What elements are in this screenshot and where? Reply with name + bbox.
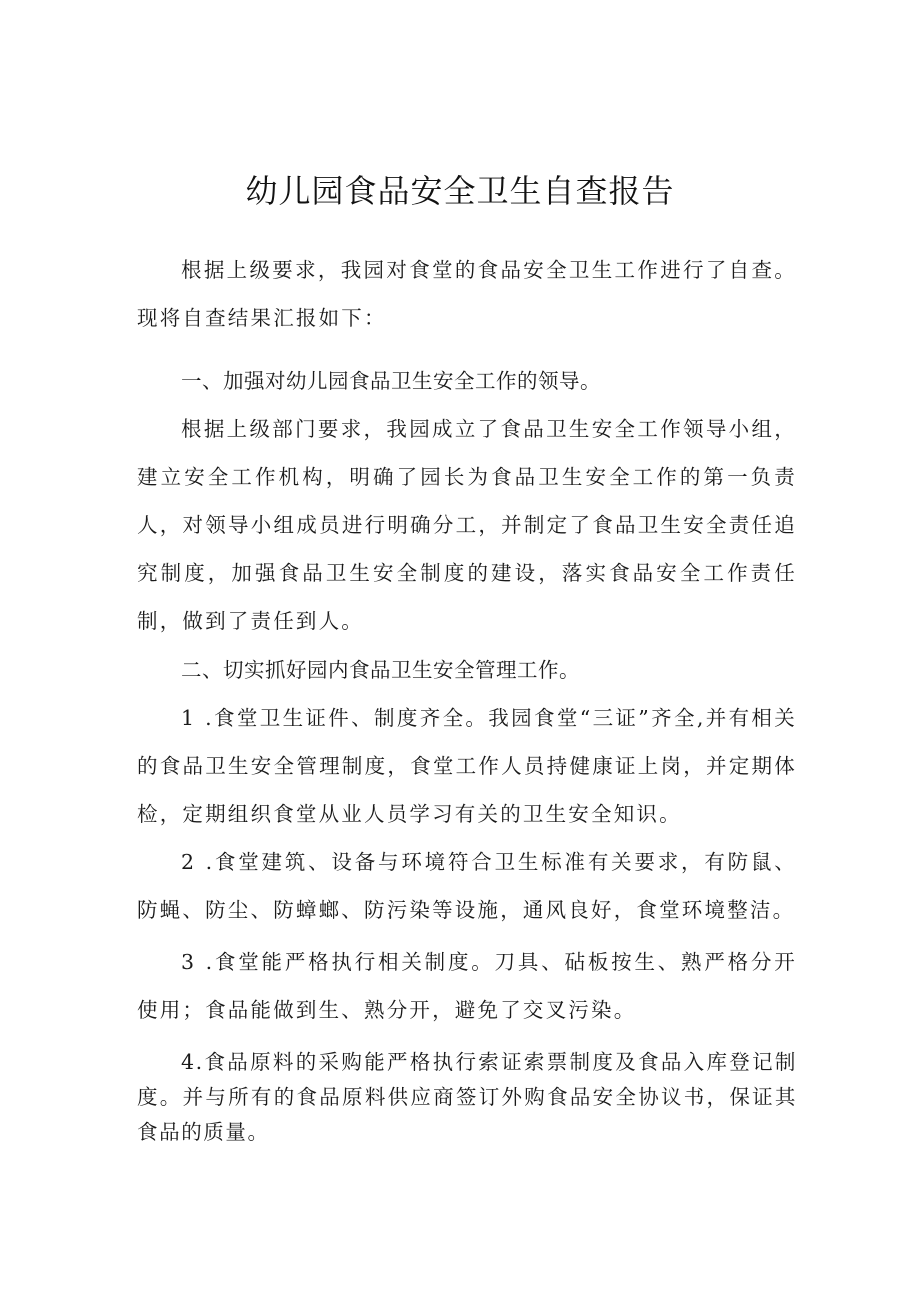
item-2-paragraph: 2 .食堂建筑、设备与环境符合卫生标准有关要求，有防鼠、防蝇、防尘、防蟑螂、防污染等设施，通风良好，食堂环境整洁。 xyxy=(137,850,797,922)
intro-paragraph: 根据上级要求，我园对食堂的食品安全卫生工作进行了自查。现将自查结果汇报如下： xyxy=(137,258,797,330)
section-1-body: 根据上级部门要求，我园成立了食品卫生安全工作领导小组，建立安全工作机构，明确了园长为食品卫生安全工作的第一负责人，对领导小组成员进行明确分工，并制定了食品卫生安全责任追究制度，加强食品卫生安全制度的建设，落实食品安全工作责任制，做到了责任到人。 xyxy=(137,417,797,633)
item-4-paragraph: 4.食品原料的采购能严格执行索证索票制度及食品入库登记制度。并与所有的食品原料供应商签订外购食品安全协议书，保证其食品的质量。 xyxy=(137,1050,797,1144)
item-1-paragraph: 1 .食堂卫生证件、制度齐全。我园食堂“三证”齐全,并有相关的食品卫生安全管理制度，食堂工作人员持健康证上岗，并定期体检，定期组织食堂从业人员学习有关的卫生安全知识。 xyxy=(137,706,797,826)
section-1-heading: 一、加强对幼儿园食品卫生安全工作的领导。 xyxy=(181,369,601,393)
document-title: 幼儿园食品安全卫生自查报告 xyxy=(245,172,675,210)
item-3-paragraph: 3 .食堂能严格执行相关制度。刀具、砧板按生、熟严格分开使用；食品能做到生、熟分开，避免了交叉污染。 xyxy=(137,950,797,1022)
section-2-heading: 二、切实抓好园内食品卫生安全管理工作。 xyxy=(181,658,580,682)
